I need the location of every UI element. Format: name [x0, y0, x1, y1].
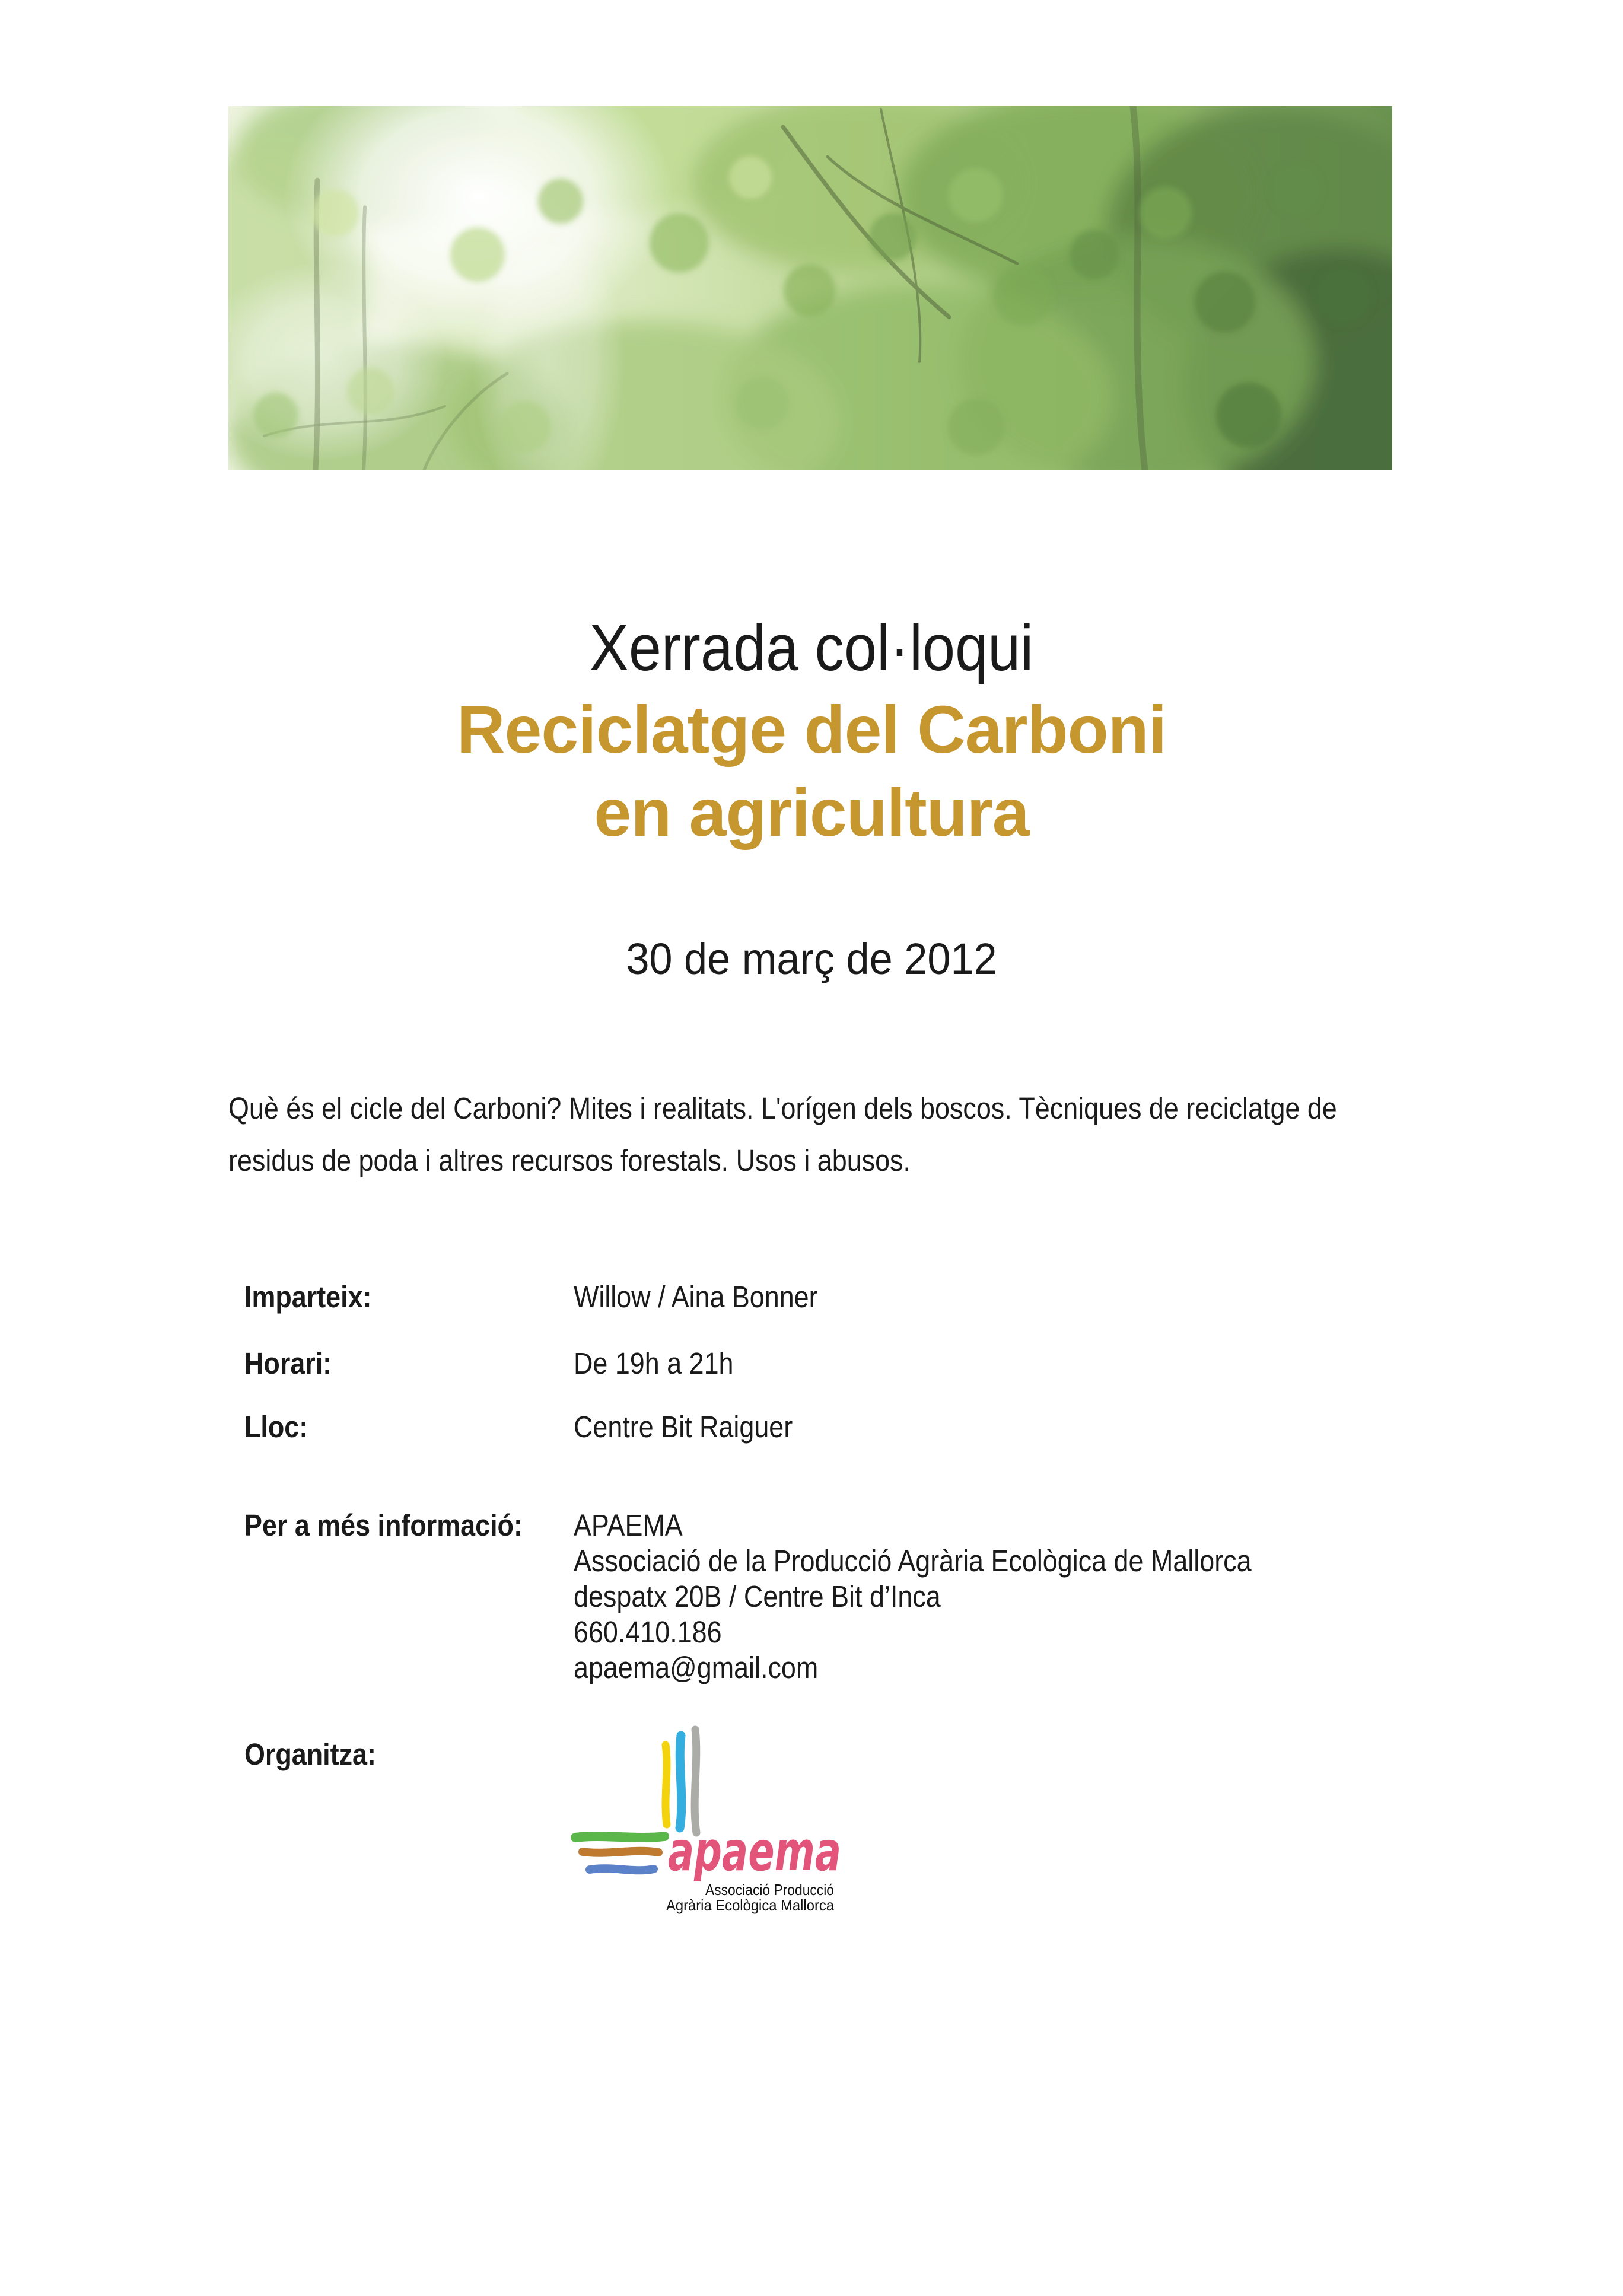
forest-photo-art	[228, 106, 1392, 470]
logo-caption-line1: Associació Producció	[705, 1881, 834, 1899]
logo-stroke-blue-icon	[590, 1868, 654, 1870]
logo-stroke-cyan-icon	[680, 1735, 682, 1828]
label-organitza: Organitza:	[244, 1737, 376, 1771]
page-subtitle-line2: en agricultura	[594, 775, 1029, 850]
event-description-line1: Què és el cicle del Carboni? Mites i realitats. L'orígen dels boscos. Tècniques de reciclatge de	[228, 1091, 1337, 1125]
event-date: 30 de març de 2012	[626, 934, 997, 983]
logo-stroke-orange-icon	[583, 1851, 658, 1853]
label-lloc: Lloc:	[244, 1410, 308, 1444]
value-horari: De 19h a 21h	[574, 1346, 734, 1380]
logo-stroke-green-icon	[575, 1836, 664, 1838]
label-more-info: Per a més informació:	[244, 1508, 523, 1542]
value-lloc: Centre Bit Raiguer	[574, 1410, 793, 1444]
info-email: apaema@gmail.com	[574, 1651, 819, 1684]
info-org-fullname: Associació de la Producció Agrària Ecològica de Mallorca	[574, 1544, 1252, 1578]
label-imparteix: Imparteix:	[244, 1280, 372, 1314]
more-info-block	[574, 1508, 1252, 1686]
apaema-logo-art	[558, 1714, 854, 1928]
logo-stroke-gray-icon	[695, 1730, 696, 1833]
info-org-name: APAEMA	[574, 1508, 683, 1542]
logo-stroke-yellow-icon	[666, 1745, 667, 1824]
event-description-line2: residus de poda i altres recursos forestals. Usos i abusos.	[228, 1144, 911, 1177]
label-horari: Horari:	[244, 1346, 332, 1380]
value-imparteix: Willow / Aina Bonner	[574, 1280, 818, 1314]
page-subtitle-line1: Reciclatge del Carboni	[456, 692, 1167, 767]
logo-wordmark: apaema	[668, 1820, 841, 1883]
page-title: Xerrada col·loqui	[589, 612, 1034, 684]
logo-caption-line2: Agrària Ecològica Mallorca	[666, 1896, 835, 1914]
forest-photo	[228, 106, 1392, 470]
info-phone: 660.410.186	[574, 1615, 722, 1649]
info-address: despatx 20B / Centre Bit d’Inca	[574, 1580, 941, 1613]
event-description	[228, 1082, 1456, 1187]
apaema-logo	[558, 1714, 854, 1928]
